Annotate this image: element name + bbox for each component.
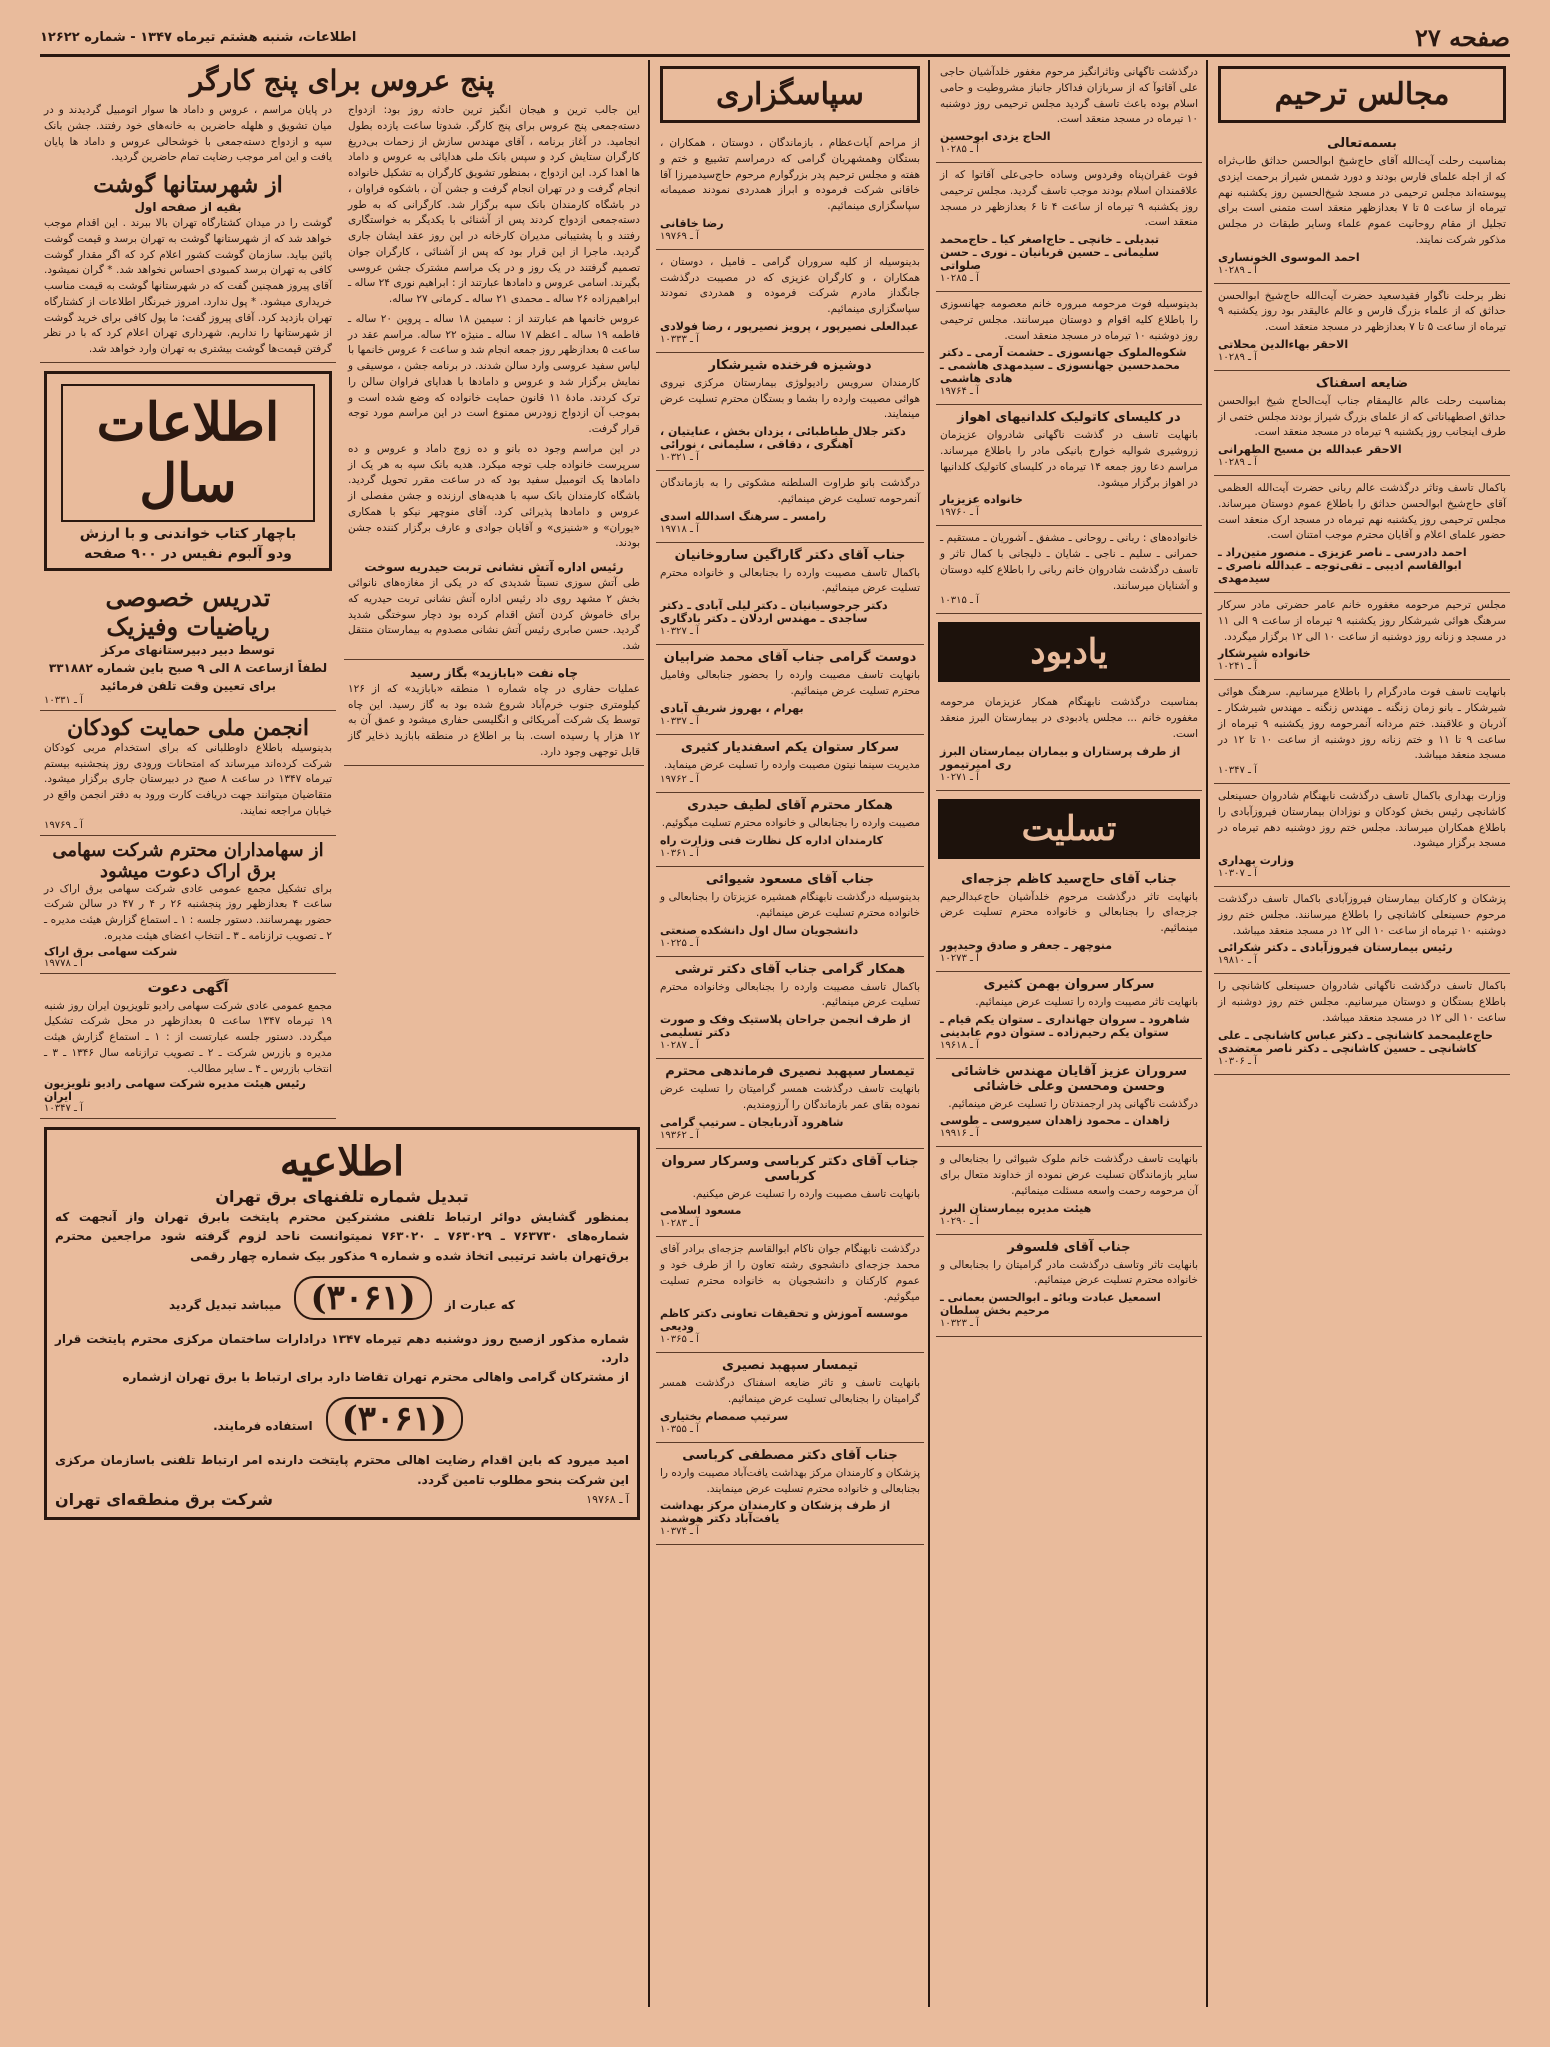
notice-item xyxy=(1214,476,1510,593)
notice-text: بانهایت تاسف درگذشت خانم ملوک شیوائی را بجنابعالی و سایر بازماندگان تسلیت عرض نموده از خداوند متعال برای آن مرحومه رحمت واسعه مسئلت مینمائیم. xyxy=(940,1153,1198,1197)
notice-code: آ ـ ۱۰۳۵۵ xyxy=(660,1423,699,1435)
notice-sig: رامسر ـ سرهنگ اسدالله اسدی xyxy=(660,509,827,523)
notice-text: مدیریت سینما نیتون مصیبت وارده را تسلیت عرض مینماید. xyxy=(663,758,920,771)
notice-sig: الاحقر عبدالله بن مسیح الطهرانی xyxy=(1218,443,1402,456)
notice-item xyxy=(936,60,1202,163)
thanks-notices xyxy=(656,131,924,1545)
notice-title: جناب آقای فلسوفر xyxy=(1007,1239,1131,1255)
notice-code: آ ـ ۱۰۲۸۷ xyxy=(660,1040,699,1051)
notice-title: جناب آقای دکتر گاراگین ساروخانیان xyxy=(674,547,906,563)
memorial-notice: بمناسبت درگذشت نابهنگام همکار عزیزمان مرحومه مغفوره خانم ... مجلس یادبودی در بیمارستان البرز منعقد است. از طرف پرستاران و بیماران بیمارستان البرز ری امیرتیمور آ ـ ۱۰۲۷۱ xyxy=(936,690,1202,790)
notice-text: پزشکان و کارکنان بیمارستان فیروزآبادی باکمال تاسف درگذشت مرحوم حسینعلی کاشانچی را باطلاع میرسانند. مجلس ختم روز دوشنبه ۱۰ تیرماه از ساعت ۱۰ الی ۱۲ در مسجد منعقد میباشد. xyxy=(1218,893,1506,937)
page-number: صفحه ۲۷ xyxy=(1414,22,1510,52)
notice-text: بانهایت تاثر وتاسف درگذشت مادر گرامیتان را بجنابعالی و خانواده محترم تسلیت عرض مینمائیم. xyxy=(940,1258,1198,1287)
news-subcol-left xyxy=(40,101,336,1119)
notice-code: آ ـ ۱۰۲۸۳ xyxy=(660,1218,699,1230)
article-five-brides-cont: عروس خانمها هم عبارتند از : سیمین ۱۸ ساله ـ پروین ۲۰ ساله ـ فاطمه ۱۹ ساله ـ اعظم ۱۷ ساله ـ منیژه ۲۲ ساله. مراسم عقد در ساعت ۵ بعدازظهر روز جمعه انجام شد و ساعت ۶ عروس خانمها با لباس سفید عروسی وارد سالن شدند. در برنامه جشن ، موسیقی و نمایش برگزار شد و عروس و دامادها با هدایای فراوان سالن را ترک کردند. مادهٔ ۱۱ قانون حمایت خانواده که وضع شده است و بموجب آن ازدواج زودرس ممنوع است در این مراسم مورد توجه قرار گرفت. xyxy=(348,312,640,435)
notice-text: فوت غفران‌پناه وفردوس وساده حاجی‌علی آقاتوا که از علاقمندان اسلام بودند موجب تاسف گردید. مجلس ترحیمی روز یکشنبه ۹ تیرماه از ساعت ۴ تا ۶ بعدازظهر در مسجد منعقد است. xyxy=(940,169,1198,229)
article-five-brides: این جالب ترین و هیجان انگیز ترین حادثه روز بود: ازدواج دسته‌جمعی پنج عروس برای پنج کارگر. شدوتا ساعت یازده بطول انجامید. در آغاز برنامه ، آقای مهندس سازش از زحمات بی‌دریغ کارگران ستایش کرد و سپس بانک ملی هدایائی به عروس و داماد ها اهدا کرد. این ازدواج ، بمنظور تشویق کارگران به تشکیل خانواده انجام گرفت و در تهران انجام گرفت و جشن آن ، باشکوه فراوان ، در باشگاه کارمندان بانک سپه برگزار شد. کارگرانی که به طور دسته‌جمعی ازدواج کردند پس از آشنائی با یکدیگر به خواستگاری رفتند و با پشتیبانی مدیران کارخانه در این روز عقد ایشان جاری گردید. ماجرا از این قرار بود که پس از آشنائی ، کارگران جوان تصمیم گرفتند در یک روز و در یک مراسم مشترک جشن عروسی بگیرند. اسامی عروس و دامادها عبارتند از : ابراهیم نوری ۲۴ ساله ـ ابراهیم‌زاده ۲۶ ساله ـ محمدی ۲۱ ساله ـ کرمانی ۲۷ ساله. xyxy=(348,104,640,305)
notice-item xyxy=(936,867,1202,972)
article-five-brides-end: در پایان مراسم ، عروس و داماد ها سوار اتومبیل گردیدند و در میان تشویق و هلهله حاضرین به خانه‌های خود رفتند. جشن بانک سپه و ازدواج دسته‌جمعی با خوشحالی عروس و داماد ها پایان یافت و این امر موجب رضایت تمام حاضرین گردید. xyxy=(44,104,332,164)
notice-item xyxy=(1214,784,1510,887)
notice-text: بدینوسیله درگذشت نابهنگام همشیره عزیزتان را بجنابعالی و خانواده محترم تسلیت عرض مینمائیم. xyxy=(660,891,920,919)
notice-item xyxy=(1214,131,1510,284)
notice-code: آ ـ ۱۰۲۸۵ xyxy=(940,144,979,155)
notice-item xyxy=(936,972,1202,1059)
notice-sig: بهرام ، بهروز شریف آبادی xyxy=(660,701,804,715)
notice-code: آ ـ ۱۰۳۲۷ xyxy=(660,626,699,637)
notice-text: بدینوسیله فوت مرحومه مبروره خانم معصومه جهانسوزی را باطلاع کلیه اقوام و دوستان میرسانند. مجلس ترحیمی روز دوشنبه ۱۰ تیرماه در مسجد منعقد است. xyxy=(940,298,1198,342)
article-meat: از شهرستانها گوشت بقیه از صفحه اول گوشت را در میدان کشتارگاه تهران بالا ببرند . این اقدام موجب خواهد شد که از شهرستانها گوشت به تهران برسد و قیمت گوشت پائین بیاید. سازمان گوشت کشور اعلام کرد که اگر مقدار گوشت کافی به تهران برسد کمبودی احساس نخواهد شد. * گران نمیشود. آقای پیروز همچنین گفت که در شهرستانها گوشت به قیمت مناسب خریداری میشود. * پول ندارد. امروز خبرنگار اطلاعات از کشتارگاه تهران بازدید کرد. آقای پیروز گفت: ما پول کافی برای خرید گوشت از شهرستانها را نداریم. شهرداری تهران اعلام کرد که با در نظر گرفتن قیمت‌ها گوشت بیشتری به تهران وارد خواهد شد. xyxy=(40,168,336,363)
notice-sig: رضا خاقانی xyxy=(660,216,724,230)
notice-text: بانهایت تاسف مصیبت وارده را بحضور جنابعالی وفامیل محترم تسلیت عرض مینمائیم. xyxy=(660,669,920,697)
notice-title: سرکار سروان بهمن کثیری xyxy=(983,976,1155,992)
phone-number: (۳۰۶۱) xyxy=(294,1276,431,1320)
section-heading-thanks: سپاسگزاری xyxy=(660,66,920,123)
notice-code: آ ـ ۱۰۲۸۵ xyxy=(940,273,979,284)
column-divider xyxy=(928,60,930,2007)
notice-sig: عبدالعلی نصیرپور ، پرویز نصیرپور ، رضا فولادی xyxy=(660,319,919,333)
condolence-notices xyxy=(936,867,1202,1338)
notice-sig: شاهرود ـ سروان جهانداری ـ ستوان یکم قیام ـ ستوان یکم رحیم‌زاده ـ ستوان دوم عابدینی xyxy=(940,1012,1190,1039)
notice-text: باکمال تاسف مصیبت وارده را بجنابعالی وخانواده محترم تسلیت عرض مینمائیم. xyxy=(660,980,920,1009)
notice-text: بانهایت تاسف درگذشت همسر گرامیتان را تسلیت عرض نموده بقای عمر بازماندگان را آرزومندیم. xyxy=(660,1083,920,1111)
notice-item xyxy=(656,645,924,735)
notice-text: درگذشت تاگهانی وتاثرانگیز مرحوم مغفور خلدآشیان حاجی علی آقاتوآ که از سربازان فداکار جانباز مشروطیت و حامی اسلام بوده باعث تاسف گردید مجلس ترحیمی روز دوشنبه ۱۰ تیرماه در مسجد منعقد است. xyxy=(940,66,1198,126)
notice-title: دوست گرامی جناب آقای محمد ضرابیان xyxy=(663,650,917,665)
notice-sig: از طرف انجمن جراحان پلاستیک وفک و صورت دکتر تسلیمی xyxy=(660,1013,911,1039)
notice-title: ضایعه اسفناک xyxy=(1315,375,1409,391)
notice-code: آ ـ ۱۰۳۰۶ xyxy=(1218,1055,1257,1067)
notice-text: درگذشت ناگهانی پدر ارجمندتان را تسلیت عرض مینمائیم. xyxy=(948,1097,1198,1110)
notice-item xyxy=(936,163,1202,292)
notice-item xyxy=(936,292,1202,405)
notice-sig: دکتر جلال طباطبائی ، یزدان بخش ، عنایتیان ، آهنگری ، دقاقی ، سلیمانی ، نورائی xyxy=(660,425,906,451)
notice-text: بانهایت تاسف در گذشت ناگهانی شادروان عزیزمان زروشیری شوالیه خوارج بانیکی مادر را باطلاع میرساند. مراسم دعا روز جمعه ۱۴ تیرماه در کلیسای کاتولیک کلدانیها در اهواز برگزار میشود. xyxy=(940,429,1198,489)
notice-item xyxy=(1214,284,1510,371)
notice-sig: خانواده شیرشکار xyxy=(1218,647,1311,661)
section-heading-mourning: مجالس ترحیم xyxy=(1218,66,1506,123)
notice-item xyxy=(1214,680,1510,784)
notice-text: باکمال تاسف وتاثر درگذشت عالم ربانی حضرت آیت‌الله العظمی آقای حاج‌شیخ ابوالحسن حداثق را باطلاع عموم دوستان میرساند. مجلس ترحیمی روز یکشنبه نهم تیرماه در مسجد ارک منعقد است حضور علمای اعلام و آقایان محترم موجب امتنان است. xyxy=(1218,482,1506,542)
page-header xyxy=(40,20,1510,57)
notice-text: باکمال تاسف درگذشت ناگهانی شادروان حسینعلی کاشانچی را باطلاع بستگان و دوستان میرسانیم. مجلس ختم روز دوشنبه از ساعت ۱۰ الی ۱۲ در مسجد منعقد میباشد. xyxy=(1218,980,1506,1024)
notice-code: آ ـ ۱۹۷۶۹ xyxy=(660,230,699,242)
notice-text: بانهایت تاسف و تاثر ضایعه اسفناک درگذشت همسر گرامیتان را بجنابعالی تسلیت عرض مینمائیم. xyxy=(660,1377,920,1405)
notice-sig: الاحقر بهاءالدین محلاتی xyxy=(1218,337,1349,351)
notice-item xyxy=(936,526,1202,614)
notice-text: درگذشت بانو طراوت السلطنه مشکوتی را به بازماندگان آنمرحومه تسلیت عرض مینمائیم. xyxy=(660,477,920,505)
ad-private-tutoring: تدریس خصوصی ریاضیات وفیزیک توسط دبیر دبیرستانهای مرکز لطفاً ازساعت ۸ الی ۹ صبح باین شماره ۳۳۱۸۸۲ برای تعیین وقت تلفن فرمائید آ ـ ۱۰۳۳۱ xyxy=(40,579,336,711)
banner-memorial: یادبود xyxy=(938,622,1200,682)
article-oil-well: چاه نفت «بابازید» بگاز رسید عملیات حفاری در چاه شماره ۱ منطقه «بابازید» که از ۱۲۶ کیلومتری جنوب خرم‌آباد شروع شده بود به گاز رسید. این چاه توسط یک شرکت آمریکائی و انگلیسی حفاری میشود و عمق آن به ۱۲ هزار پا رسیده است. بنا بر اطلاع در منطقه بابازید ذخایر گاز قابل توجهی وجود دارد. xyxy=(344,660,644,766)
notice-code: آ ـ ۱۰۲۲۵ xyxy=(660,937,699,949)
notice-text: پزشکان و کارمندان مرکز بهداشت یافت‌آباد مصیبت وارده را بجنابعالی و خانواده محترم تسلیت عرض مینمایند. xyxy=(660,1466,920,1495)
notice-item xyxy=(656,1353,924,1443)
announcement-title: اطلاعیه xyxy=(279,1138,405,1186)
ettelaat-logo: اطلاعات سال xyxy=(61,384,315,522)
notice-text: بمناسبت رحلت آیت‌الله آقای حاج‌شیخ ابوالحسن حداثق طاب‌ثراه که از اجله علمای فارس بودند و دورد شمس شیراز برحمت ایزدی پیوسته‌اند مجلس ترحیمی در مسجد شیخ‌الحسین روز یکشنبه نهم تیرماه از ساعت ۵ تا ۷ بعدازظهر منعقد است متمنی است برای تجلیل از مقام روحانیت عموم علماء وسایر طبقات در مجلس مذکور شرکت نمایند. xyxy=(1218,155,1507,246)
notice-sig: شاهرود آذربایجان ـ سرتیپ گرامی xyxy=(660,1115,844,1129)
notices xyxy=(936,292,1202,614)
notice-code: آ ـ ۱۰۳۲۱ xyxy=(660,452,699,463)
notice-sig: دانشجویان سال اول دانشکده صنعتی xyxy=(660,923,859,937)
notice-item xyxy=(656,471,924,543)
notice-code: آ ـ ۱۹۷۶۴ xyxy=(940,386,979,398)
notice-sig: احمد الموسوی الخونساری xyxy=(1218,250,1360,264)
news-subcol-right xyxy=(344,101,644,1119)
notice-sig: موسسه آموزش و تحقیقات تعاونی دکتر کاظم ودیعی xyxy=(660,1307,909,1334)
mourning-notices xyxy=(1214,131,1510,1075)
notice-item xyxy=(656,250,924,353)
notice-item xyxy=(936,1147,1202,1234)
notice-item xyxy=(656,353,924,471)
notice-text: مصیبت وارده را بجنابعالی و خانواده محترم تسلیت میگوئیم. xyxy=(661,817,920,830)
notice-text: خانواده‌های : ربانی ـ روحانی ـ مشفق ـ آشوریان ـ مستقیم ـ حمرانی ـ سلیم ـ ناجی ـ شایان ـ دلیجانی با کمال تاثر و تاسف درگذشت شادروان خانم ربانی را باطلاع کلیه دوستان و آشنایان میرسانند. xyxy=(940,532,1198,592)
notice-title: دوشیزه فرخنده شیرشکار xyxy=(708,357,872,373)
notice-item xyxy=(656,793,924,867)
notice-code: آ ـ ۱۰۲۷۳ xyxy=(940,952,979,964)
notice-code: آ ـ ۱۰۳۶۱ xyxy=(660,848,699,859)
notice-code: آ ـ ۱۰۲۸۹ xyxy=(1218,457,1257,468)
notice-title: سروران عزیز آقایان مهندس خاشائی وحسن ومحسن وعلی خاشائی xyxy=(950,1063,1188,1094)
notice-item xyxy=(936,405,1202,526)
notice-title: همکار گرامی جناب آقای دکتر ترشی xyxy=(674,961,906,977)
notice-title: جناب آقای مسعود شیوائی xyxy=(705,872,875,887)
notice-code: آ ـ ۱۹۳۶۲ xyxy=(660,1129,699,1141)
notice-code: آ ـ ۱۰۳۲۳ xyxy=(940,1318,979,1329)
notice-title: در کلیسای کاتولیک کلدانیهای اهواز xyxy=(957,410,1181,426)
notice-title: تیمسار سپهبد نصیری xyxy=(721,1358,859,1374)
notice-child-protection: انجمن ملی حمایت کودکان بدینوسیله باطلاع داوطلبانی که برای استخدام مربی کودکان شرکت کرده‌اند میرساند که امتحانات ورودی روز پنجشنبه بیستم تیرماه ۱۳۴۷ در ساعت ۸ صبح در دبیرستان جاری برگزار میشود. متقاضیان میتوانند جهت دریافت کارت ورود به دفتر انجمن واقع در خیابان مراجعه نمایند. آ ـ ۱۹۷۶۹ xyxy=(40,711,336,836)
notice-code: آ ـ ۱۰۳۳۳ xyxy=(660,333,699,345)
notice-text: بدینوسیله از کلیه سروران گرامی ـ فامیل ، دوستان ، همکاران ، و کارگران عزیزی که در مصیبت درگذشت جانگداز مادرم شرکت فرموده و همدردی نمودند سپاسگزاری مینمائیم. xyxy=(660,255,920,315)
notice-text: بانهایت تاسف فوت مادرگرام را باطلاع میرسانیم. سرهنگ هوائی شیرشکار ـ بانو زمان زنگنه ـ مهندس زنگنه ـ مهندس شیرشکار ـ آذربان و علاقبند. ختم مردانه آنمرحومه روز یکشنبه ۹ تیرماه از ساعت ۹ تا ۱۱ و ختم زنانه روز دوشنبه از ساعت ۱۰ تا ۱۲ در مسجد منعقد میباشد. xyxy=(1218,686,1506,762)
notice-sig: تبدیلی ـ خانچی ـ حاج‌اصغر کیا ـ حاج‌محمد سلیمانی ـ حسین قربانیان ـ نوری ـ حسن صلواتی xyxy=(940,233,1160,272)
notice-title: همکار محترم آقای لطیف حیدری xyxy=(687,798,893,814)
notice-text: مجلس ترحیم مرحومه مغفوره خانم عامر حضرتی مادر سرکار سرهنگ هوائی شیرشکار روز یکشنبه ۹ تیرماه از ساعت ۹ الی ۱۱ در مسجد و زنانه روز دوشنبه از ساعت ۱۰ الی ۱۲ برگزار میگردد. xyxy=(1218,599,1507,643)
notice-item xyxy=(1214,974,1510,1074)
article-fire-chief: رئیس اداره آتش نشانی تربت حیدریه سوخت طی آتش سوزی نسبتاً شدیدی که در یکی از مغازه‌های نانوائی بخش ۲ مشهد روی داد رئیس اداره آتش نشانی تربت حیدریه که برای خاموش کردن آتش اقدام کرده بود دچار سوختگی شدید گردید. حسن صابری رئیس آتش نشانی مصدوم به بیمارستان منتقل شد. xyxy=(344,554,644,660)
notice-sig: الحاج یزدی ابوحسین xyxy=(940,130,1051,143)
notice-sig: وزارت بهداری xyxy=(1218,854,1295,867)
notice-sig: شکوه‌الملوک جهانسوزی ـ حشمت آرمی ـ دکتر محمدحسین جهانسوزی ـ سیدمهدی هاشمی ـ هادی هاشمی xyxy=(940,346,1187,386)
notice-title: سرکار ستوان یکم اسفندیار کثیری xyxy=(680,739,900,755)
notice-code: آ ـ ۱۰۲۴۱ xyxy=(1218,661,1257,673)
notice-title: جناب آقای دکتر کرباسی وسرکار سروان کرباسی xyxy=(661,1153,919,1184)
news-top-area xyxy=(40,101,644,1119)
notice-text: بانهایت تاثر درگذشت مرحوم خلدآشیان حاج‌عبدالرحیم جزجه‌ای را بجنابعالی و خانواده محترم تسلیت عرض مینمائیم. xyxy=(940,890,1198,934)
headline-five-brides: پنج عروس برای پنج کارگر xyxy=(189,64,495,97)
notice-item xyxy=(656,1237,924,1353)
notice-title: بسمه‌تعالی xyxy=(1327,136,1397,151)
notice-sig: حاج‌علیمحمد کاشانچی ـ دکتر عباس کاشانچی ـ علی کاشانچی ـ حسین کاشانچی ـ دکتر ناصر معتضدی xyxy=(1218,1028,1493,1055)
notice-code: آ ـ ۱۹۸۱۰ xyxy=(1218,955,1257,967)
notice-text: باکمال تاسف مصیبت وارده را بجنابعالی و خانواده محترم تسلیت عرض مینمائیم. xyxy=(660,566,920,595)
notice-text: وزارت بهداری باکمال تاسف درگذشت نابهنگام شادروان حسینعلی کاشانچی رئیس بخش کودکان و نوزادان بیمارستان فیروزآبادی را باطلاع همکاران میرساند. مجلس ختم روز دوشنبه دهم تیرماه در مسجد برگزار میشود. xyxy=(1218,790,1506,850)
notice-text: کارمندان سرویس رادیولوژی بیمارستان مرکزی نیروی هوائی مصیبت وارده را بشما و بستگان محترم تسلیت عرض مینمایند. xyxy=(660,376,920,421)
notice-invitation: آگهی دعوت مجمع عمومی عادی شرکت سهامی رادیو تلویزیون ایران روز شنبه ۱۹ تیرماه ۱۳۴۷ ساعت ۵ بعدازظهر در محل شرکت تشکیل میگردد. دستور جلسه عبارتست از : ۱ ـ استماع گزارش هیئت مدیره و بازرس شرکت ـ ۲ ـ تصویب ترازنامه سال ۱۳۴۶ ـ ۳ ـ انتخاب بازرس ـ ۴ ـ سایر مطالب. رئیس هیئت مدیره شرکت سهامی رادیو تلویزیون ایران آ ـ ۱۰۳۴۷ xyxy=(40,974,336,1120)
notice-title: جناب آقای دکتر مصطفی کرباسی xyxy=(682,1447,898,1463)
column-divider xyxy=(1206,60,1208,2007)
notice-item xyxy=(1214,371,1510,476)
notice-code: آ ـ ۱۰۳۷۴ xyxy=(660,1526,699,1538)
notice-text: از مراحم آیات‌عظام ، بازماندگان ، دوستان ، همکاران ، بستگان وهمشهریان گرامی که درمراسم تشییع و ختم و هفته و مجلس ترحیم پدر بزرگوارم مرحوم حاج‌سیدمیرزا آقا خاقانی شرکت فرموده و ابراز همدردی نمودند صمیمانه سپاسگزاری مینمائیم. xyxy=(660,137,920,212)
notice-text: بانهایت تاسف مصیبت وارده را تسلیت عرض میکنیم. xyxy=(692,1187,920,1200)
notice-code: آ ـ ۱۰۳۳۷ xyxy=(660,715,699,727)
notice-code: آ ـ ۱۹۷۶۰ xyxy=(940,507,979,519)
notice-text: بمناسبت رحلت عالم عالیمقام جناب آیت‌الحاج شیخ ابوالحسن حداثق اصطهباناتی که از علمای بزرگ شیراز بودند مجلس ختمی از طرف اینجانب روز یکشنبه ۹ تیرماه در مسجد منعقد است. xyxy=(1218,394,1506,439)
notice-code: آ ـ ۱۰۲۸۹ xyxy=(1218,351,1257,363)
notice-item xyxy=(656,1443,924,1546)
notice-item xyxy=(656,735,924,794)
notice-sig: دکتر جرجوسیانیان ـ دکتر لیلی آبادی ـ دکتر ساجدی ـ مهندس اردلان ـ دکتر بادگاری xyxy=(660,599,888,625)
notice-code: آ ـ ۱۰۳۴۷ xyxy=(1218,765,1257,776)
banner-condolence: تسلیت xyxy=(938,799,1200,859)
column-divider xyxy=(648,60,650,2007)
notice-code: آ ـ ۱۹۷۱۸ xyxy=(660,523,699,535)
notice-item xyxy=(656,957,924,1060)
column-news xyxy=(40,60,644,2007)
notice-sig: احمد دادرسی ـ ناصر عزیزی ـ منصور متین‌راد ـ ابوالقاسم ادیبی ـ تقی‌توجه ـ عبدالله ناصری ـ سیدمهدی xyxy=(1218,546,1467,585)
notice-item xyxy=(656,1059,924,1149)
ad-ettelaat-yearbook: اطلاعات سال باچهار کتاب خواندنی و با ارزش ودو آلبوم نفیس در ۹۰۰ صفحه xyxy=(44,371,332,571)
notice-item xyxy=(656,543,924,646)
notice-code: آ ـ ۱۹۷۶۲ xyxy=(660,774,699,786)
notice-code: آ ـ ۱۹۹۱۶ xyxy=(940,1128,979,1140)
notice-code: آ ـ ۱۰۳۰۷ xyxy=(1218,868,1257,879)
notice-sig: مسعود اسلامی xyxy=(660,1204,742,1218)
notice-sig: خانواده عزیزیار xyxy=(940,493,1023,507)
notice-text: نظر برحلت ناگوار فقیدسعید حضرت آیت‌الله حاج‌شیخ ابوالحسن حداثق که از علماء بزرگ فارس و عالم عالیقدر بود روز یکشنبه ۹ تیرماه از ساعت ۵ تا ۷ بعدازظهر در مسجد منعقد است. xyxy=(1218,289,1506,333)
notice-code: آ ـ ۱۰۳۱۵ xyxy=(940,595,979,607)
notice-sig: رئیس بیمارستان فیروزآبادی ـ دکتر شکرائی xyxy=(1218,941,1453,955)
notice-item xyxy=(1214,593,1510,680)
notice-title: جناب آقای حاج‌سید کاظم جزجه‌ای xyxy=(961,871,1177,887)
notice-text: بانهایت تاثر مصیبت وارده را تسلیت عرض مینمائیم. xyxy=(975,995,1198,1008)
notice-item xyxy=(1214,887,1510,974)
notice-code: آ ـ ۱۰۲۹۰ xyxy=(940,1215,979,1227)
notice-code: آ ـ ۱۰۲۸۹ xyxy=(1218,264,1257,276)
notice-sig: منوچهر ـ جعفر و صادق وحیدپور xyxy=(940,938,1113,952)
announcement-tehran-electric: اطلاعیه تبدیل شماره تلفنهای برق تهران بمنظور گشایش دوائر ارتباط تلفنی مشترکین محترم پایتخت بابرق تهران واز آنجهت که شماره‌های ۷۶۳۷۳۰ ـ ۷۶۳۰۲۹ ـ ۷۶۳۰۲۰ نمیتوانست ناحد لزوم گرفته شود مراجعین محترم برق‌تهران باشد ترتیبی اتخاذ شده و شماره ۹ مذکور بیک شماره چهار رقمی که عبارت از (۳۰۶۱) میباشد تبدیل گردید شماره مذکور ازصبح روز دوشنبه دهم تیرماه ۱۳۴۷ درادارات ساختمان مرکزی محترم پایتخت قرار دارد. از مشترکان گرامی واهالی محترم تهران تقاضا دارد برای ارتباط با برق تهران ازشماره (۳۰۶۱) استفاده فرمایند. امید میرود که باین اقدام رضایت اهالی محترم پایتخت دارنده امر ارتباط تلفنی باسازمان مرکزی این شرکت بنحو مطلوب تامین گردد. آ ـ ۱۹۷۶۸ شرکت برق منطقه‌ای تهران xyxy=(44,1127,640,1520)
notice-title: تیمسار سپهبد نصیری فرماندهی محترم xyxy=(665,1064,915,1079)
notice-text: درگذشت نابهنگام جوان ناکام ابوالقاسم جزجه‌ای برادر آقای محمد جزجه‌ای دانشجوی رشته تعاون را از طرف خود و عموم کارکنان و دانشجویان به خانواده محترم تسلیت میگوئیم. xyxy=(660,1243,920,1303)
notice-sig: کارمندان اداره کل نظارت فنی وزارت راه xyxy=(660,834,883,847)
notice-shareholders: از سهامداران محترم شرکت سهامی برق اراک دعوت میشود برای تشکیل مجمع عمومی عادی شرکت سهامی برق اراک در ساعت ۴ بعدازظهر روز پنجشنبه ۲۶ ر ۴ ر ۴۷ در سالن شرکت حضور بهمرسانند. دستور جلسه : ۱ ـ استماع گزارش هیئت مدیره ـ ۲ ـ تصویب ترازنامه ـ ۳ ـ انتخاب اعضای هیئت مدیره. شرکت سهامی برق اراک آ ـ ۱۹۷۷۸ xyxy=(40,836,336,974)
notice-item xyxy=(936,1235,1202,1338)
notice-item xyxy=(936,1059,1202,1148)
column-mourning xyxy=(1214,60,1510,2007)
notice-item xyxy=(656,1149,924,1238)
column-thanks xyxy=(656,60,924,2007)
notice-code: آ ـ ۱۰۳۶۵ xyxy=(660,1334,699,1346)
top-notices xyxy=(936,60,1202,292)
article-five-brides-cont2: در این مراسم وجود ده بانو و ده زوج داماد و عروس و ده سرپرست خانواده جلب توجه میکرد. هدیه بانک سپه به هر یک از دامادها یک اتومبیل سفید بود که در ساعت مقرر تحویل گردید. باشگاه کارمندان بانک سپه با هدیه‌های ارزنده و جشن مفصلی از عروس و دامادها پذیرائی کرد. آقای منوچهر نیکو با همکاری «یوران» و «شنیزی» و آقایان جوادی و عارف برگزار کننده جشن بودند. xyxy=(348,442,640,550)
dateline: اطلاعات، شنبه هشتم تیرماه ۱۳۴۷ - شماره ۱۲۶۲۲ xyxy=(40,29,357,45)
notice-sig: سرتیپ صمصام بختیاری xyxy=(660,1409,789,1423)
notice-sig: اسمعیل عبادت وبائو ـ ابوالحسن بعمانی ـ مرحیم بخش سلطان xyxy=(940,1291,1161,1317)
notice-item xyxy=(656,867,924,957)
phone-number: (۳۰۶۱) xyxy=(326,1397,463,1441)
column-condolences xyxy=(936,60,1202,2007)
notice-sig: هیئت مدیره بیمارستان البرز xyxy=(940,1201,1092,1215)
notice-sig: زاهدان ـ محمود زاهدان سیروسی ـ طوسی xyxy=(940,1114,1170,1128)
notice-code: آ ـ ۱۹۶۱۸ xyxy=(940,1039,979,1051)
notice-sig: از طرف پزشکان و کارمندان مرکز بهداشت یافت‌آباد دکتر هوشمند xyxy=(660,1499,891,1526)
notice-item xyxy=(656,131,924,250)
